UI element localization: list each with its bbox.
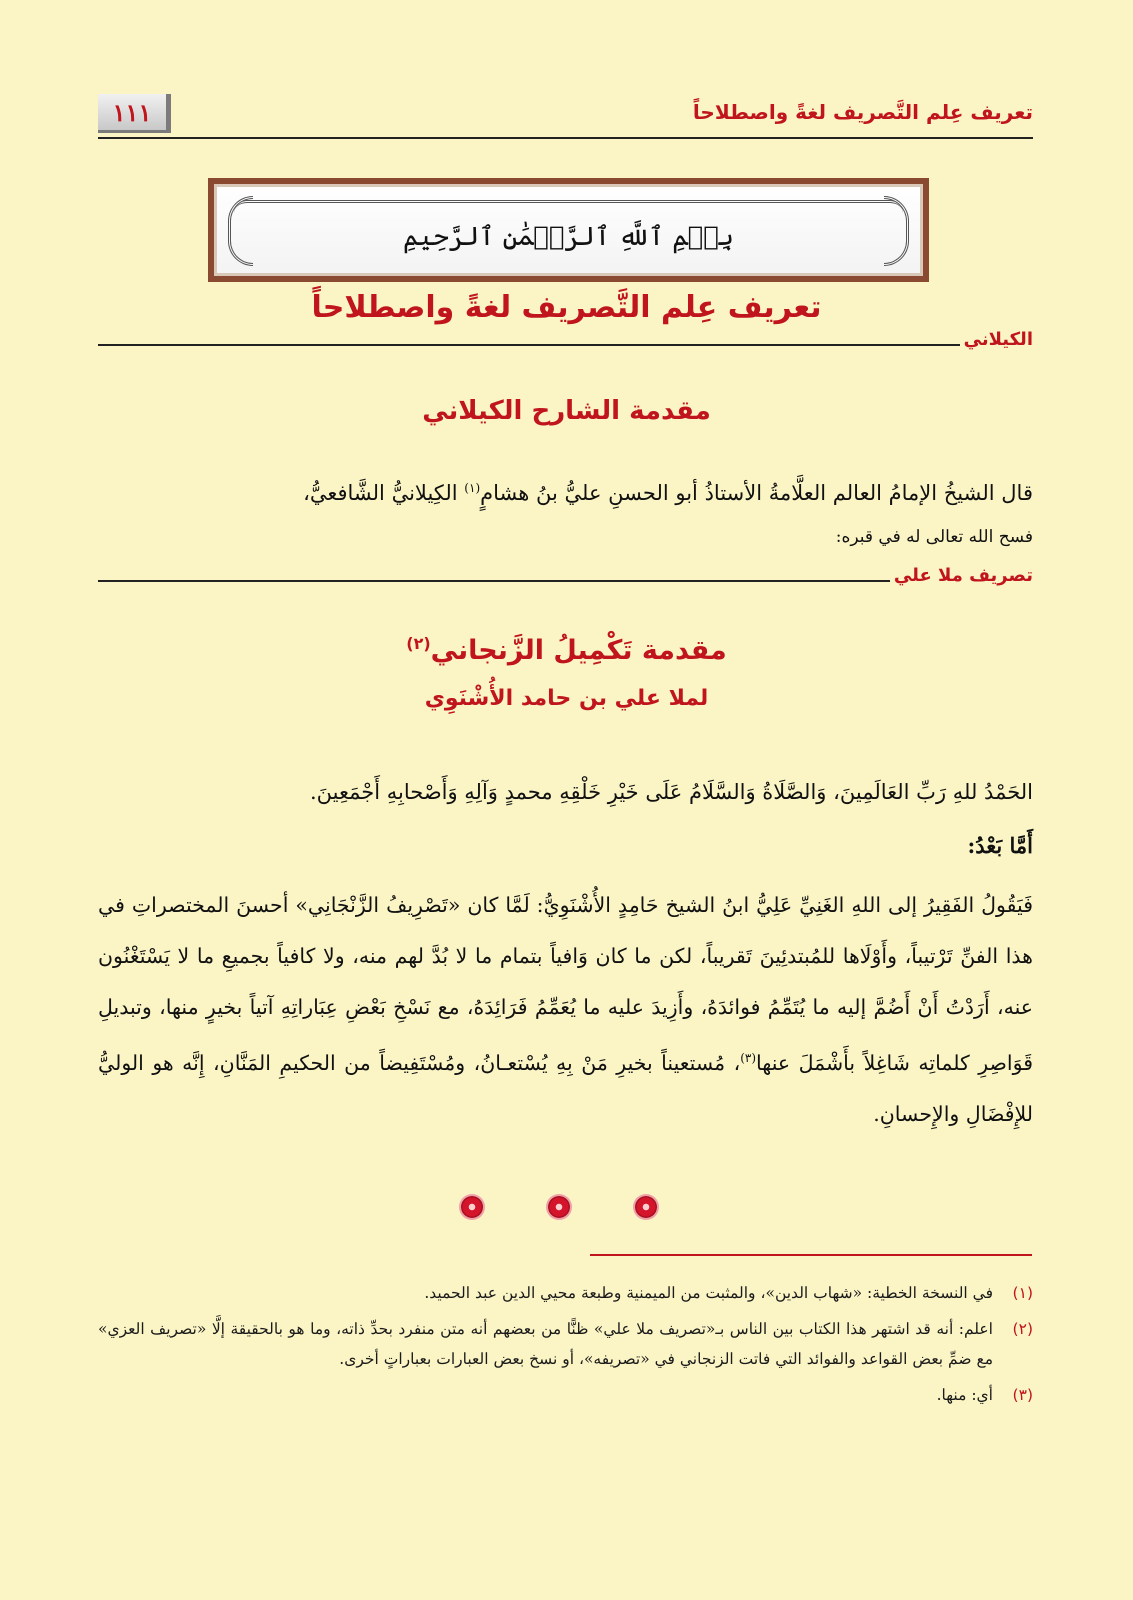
frame-ornament-icon (234, 200, 903, 213)
footnote-number: (٢) (1012, 1320, 1033, 1338)
footnote-text: اعلم: أنه قد اشتهر هذا الكتاب بين الناس بـ«تصريف ملا علي» ظنًّا من بعضهم أنه متن منفرد بحدِّ ذاته، وما هو بالحقيقة إلَّا «تصريف العزي» مع ضمِّ بعض القواعد والفوائد التي فاتت الزنجاني في «تصريفه»، أو نسخ بعض العبارات بعباراتٍ أخرى. (98, 1320, 993, 1368)
kilani-tag-line (98, 326, 1033, 350)
kilani-intro-paragraph (98, 468, 1033, 513)
main-paragraph (98, 880, 1033, 1140)
hamd-line: الحَمْدُ للهِ رَبِّ العَالَمِينَ، وَالصَّلَاةُ وَالسَّلَامُ عَلَى خَيْرِ خَلْقِهِ محمدٍ وَآلِهِ وَأَصْحابِهِ أَجْمَعِينَ. (310, 780, 1033, 804)
main-paragraph-text: فَيَقُولُ الفَقِيرُ إلى اللهِ الغَنِيِّ عَلِيُّ ابنُ الشيخ حَامِدٍ الأُشْنَوِيُّ: لَمَّا كان «تَصْرِيفُ الزَّنْجَانِي» أحسنَ المختصراتِ في هذا الفنِّ تَرْتيباً، وأَوْلَاها للمُبتدئِينَ تَقريباً، لكن ما كان وَافياً بتمام ما لا بُدَّ لهم منه، ولا كافياً بجميعِ ما لا يَسْتَغْنُون عنه، أَرَدْتُ أَنْ أَضُمَّ إليه ما يُتَمِّمُ فوائدَهُ، وأَزِيدَ عليه ما يُعَمِّمُ فَرَائِدَهُ، مع نَسْخِ بَعْضِ عِبَاراتِهِ آتياً بخيرٍ منها، وتبديلِ قَوَاصِرِ كلماتِه شَاغِلاً بأَشْمَلَ عنها (98, 893, 1034, 1075)
flower-ornament-icon (461, 1196, 483, 1218)
page-number-badge: ١١١ (98, 94, 171, 133)
running-title: تعريف عِلم التَّصريف لغةً واصطلاحاً (692, 100, 1033, 124)
footnote-ref: (٢) (406, 634, 431, 653)
basmala-frame (208, 178, 929, 282)
kilani-heading: مقدمة الشارح الكيلاني (422, 396, 711, 426)
header-divider (98, 137, 1033, 139)
basmala-text: بِسۡمِ ٱللَّهِ ٱلرَّحۡمَٰنِ ٱلرَّحِيمِ (403, 222, 734, 252)
kilani-text-end: الكِيلانيُّ الشَّافعيُّ، (303, 481, 465, 505)
mulla-ali-tag: تصريف ملا علي (893, 565, 1033, 586)
footnote-number: (١) (1012, 1284, 1033, 1302)
footnote-item (98, 1278, 1033, 1308)
zanjani-heading (0, 634, 1133, 666)
tag-rule (98, 580, 890, 582)
footnote-item (98, 1380, 1033, 1410)
tag-rule (98, 344, 960, 346)
kilani-intro-line2: فسح الله تعالى له في قبره: (835, 527, 1033, 547)
footnote-divider (590, 1254, 1032, 1256)
footnotes (98, 1278, 1033, 1416)
chapter-title: تعريف عِلم التَّصريف لغةً واصطلاحاً (311, 290, 822, 325)
footnote-text: أي: منها. (936, 1386, 993, 1404)
flower-ornament-icon (635, 1196, 657, 1218)
footnote-text: في النسخة الخطية: «شهاب الدين»، والمثبت من الميمنية وطبعة محيي الدين عبد الحميد. (424, 1284, 993, 1302)
mulla-ali-tag-line (98, 562, 1033, 586)
footnote-item (98, 1314, 1033, 1374)
amma-line: أَمَّا بَعْدُ: (967, 833, 1033, 858)
main-paragraph-end: ، مُستعيناً بخيرِ مَنْ بِهِ يُسْتعـانُ، ومُسْتَفِيضاً من الحكيمِ المَنَّانِ، إِنَّه هو الوليُّ للإِفْضَالِ والإِحسانِ. (98, 1050, 1033, 1126)
flower-ornament-icon (548, 1196, 570, 1218)
footnote-ref: (٣) (740, 1051, 757, 1065)
zanjani-heading-text: مقدمة تَكْمِيلُ الزَّنجاني (430, 635, 727, 666)
kilani-tag: الكيلاني (963, 329, 1033, 350)
footnote-number: (٣) (1012, 1386, 1033, 1404)
zanjani-subheading: لملا علي بن حامد الأُشْنَوِي (424, 686, 709, 711)
footnote-ref: (١) (464, 481, 481, 495)
kilani-text: قال الشيخُ الإمامُ العالم العلَّامةُ الأستاذُ أبو الحسنِ عليُّ بنُ هشامٍ (480, 481, 1033, 505)
